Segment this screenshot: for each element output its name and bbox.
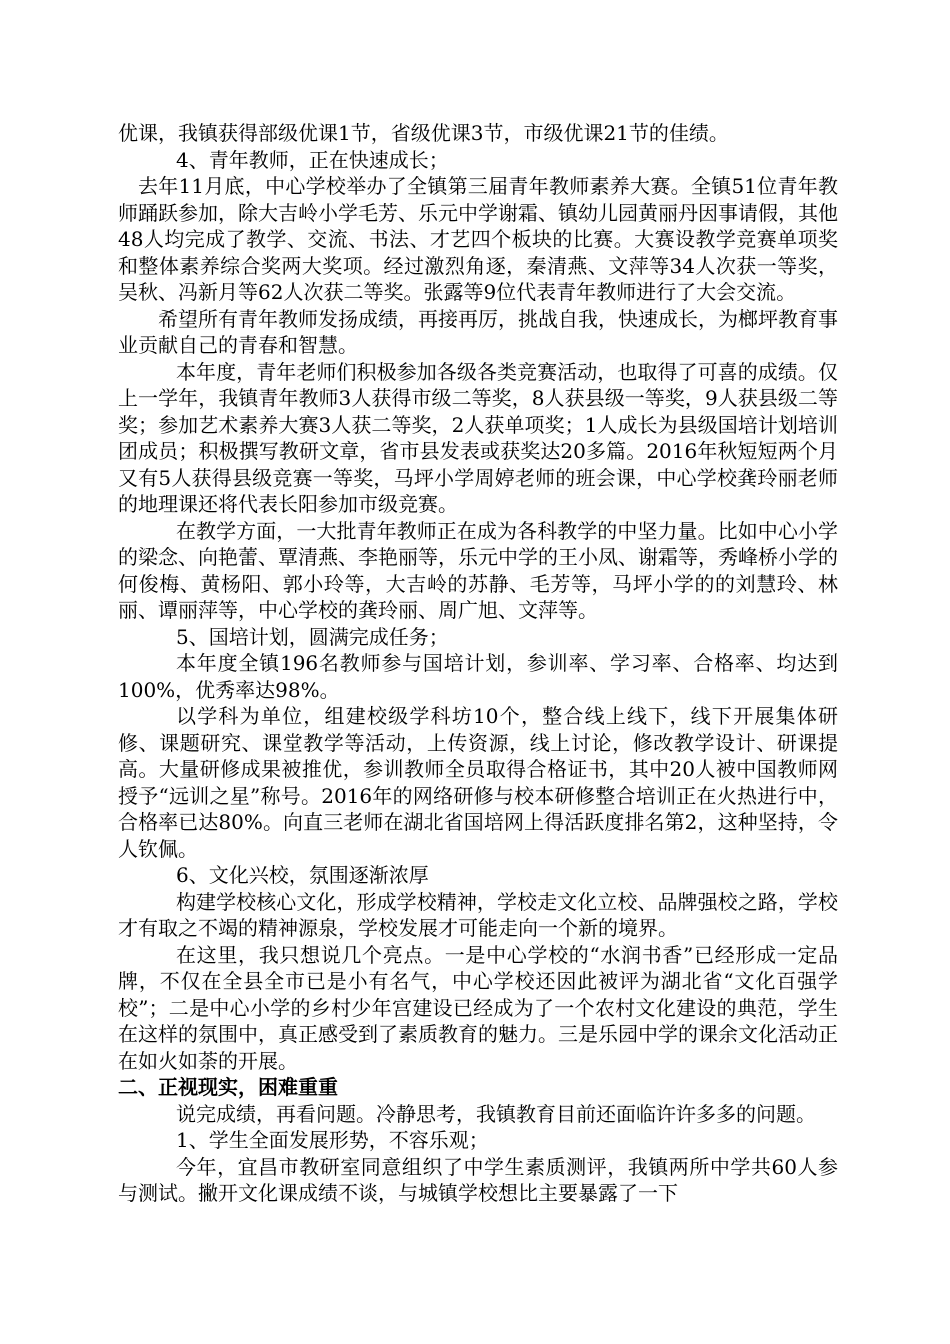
paragraph-training-details: 以学科为单位，组建校级学科坊10个，整合线上线下，线下开展集体研修、课题研究、课堂教学等活动，上传资源，线上讨论，修改教学设计、研课提高。大量研修成果被推优，参训教师全员取得合格证书，其中20人被中国教师网授予“远训之星”称号。2016年的网络研修与校本研修整合培训正在火热进行中，合格率已达80%。向直三老师在湖北省国培网上得活跃度排名第2，这种坚持，令人钦佩。 xyxy=(118,704,838,861)
section-heading-young-teachers: 4、青年教师，正在快速成长； xyxy=(176,147,449,172)
section-heading-culture: 6、文化兴校，氛围逐渐浓厚 xyxy=(176,863,429,887)
paragraph-highlights: 在这里，我只想说几个亮点。一是中心学校的“水润书香”已经形成一定品牌，不仅在全县全市已是小有名气，中心学校还因此被评为湖北省“文化百强学校”；二是中心小学的乡村少年宫建设已经成为了一个农村文化建设的典范，学生在这样的氛围中，真正感受到了素质教育的魅力。三是乐园中学的课余文化活动正在如火如荼的开展。 xyxy=(118,942,838,1073)
section-heading-students: 1、学生全面发展形势，不容乐观； xyxy=(176,1128,489,1152)
paragraph-competition: 去年11月底，中心学校举办了全镇第三届青年教师素养大赛。全镇51位青年教师踊跃参加，除大吉岭小学毛芳、乐元中学谢霜、镇幼儿园黄丽丹因事请假，其他48人均完成了教学、交流、书法、才艺四个板块的比赛。大赛设教学竞赛单项奖和整体素养综合奖两大奖项。经过激烈角逐，秦清燕、文萍等34人次获一等奖，吴秋、冯新月等62人次获二等奖。张露等9位代表青年教师进行了大会交流。 xyxy=(118,174,838,304)
paragraph-training-rates: 本年度全镇196名教师参与国培计划，参训率、学习率、合格率、均达到100%，优秀率达98%。 xyxy=(118,651,838,702)
paragraph-hope: 希望所有青年教师发扬成绩，再接再厉，挑战自我，快速成长，为榔坪教育事业贡献自己的青春和智慧。 xyxy=(118,306,838,357)
paragraph-awards: 本年度，青年老师们积极参加各级各类竞赛活动，也取得了可喜的成绩。仅上一学年，我镇青年教师3人获得市级二等奖，8人获县级一等奖，9人获县级二等奖；参加艺术素养大赛3人获二等奖，2人获单项奖；1人成长为县级国培计划培训团成员；积极撰写教研文章，省市县发表或获奖达20多篇。2016年秋短短两个月又有5人获得县级竞赛一等奖，马坪小学周婷老师的班会课，中心学校龚玲丽老师的地理课还将代表长阳参加市级竞赛。 xyxy=(118,359,838,516)
paragraph-culture: 构建学校核心文化，形成学校精神，学校走文化立校、品牌强校之路，学校才有取之不竭的精神源泉，学校发展才可能走向一个新的境界。 xyxy=(118,889,838,940)
paragraph-problems-intro: 说完成绩，再看问题。冷静思考，我镇教育目前还面临许许多多的问题。 xyxy=(176,1101,816,1126)
paragraph-assessment: 今年，宜昌市教研室同意组织了中学生素质测评，我镇两所中学共60人参与测试。撇开文化课成绩不谈，与城镇学校想比主要暴露了一下 xyxy=(118,1154,838,1205)
document-body xyxy=(118,120,838,1207)
paragraph-continuation: 优课，我镇获得部级优课1节，省级优课3节，市级优课21节的佳绩。 xyxy=(118,121,729,145)
paragraph-teaching: 在教学方面，一大批青年教师正在成为各科教学的中坚力量。比如中心小学的梁念、向艳蕾、覃清燕、李艳丽等，乐元中学的王小凤、谢霜等，秀峰桥小学的何俊梅、黄杨阳、郭小玲等，大吉岭的苏静、毛芳等，马坪小学的的刘慧玲、林丽、谭丽萍等，中心学校的龚玲丽、周广旭、文萍等。 xyxy=(118,518,838,622)
section-heading-national-training: 5、国培计划，圆满完成任务； xyxy=(176,624,449,649)
chapter-heading-problems: 二、正视现实，困难重重 xyxy=(118,1075,338,1099)
